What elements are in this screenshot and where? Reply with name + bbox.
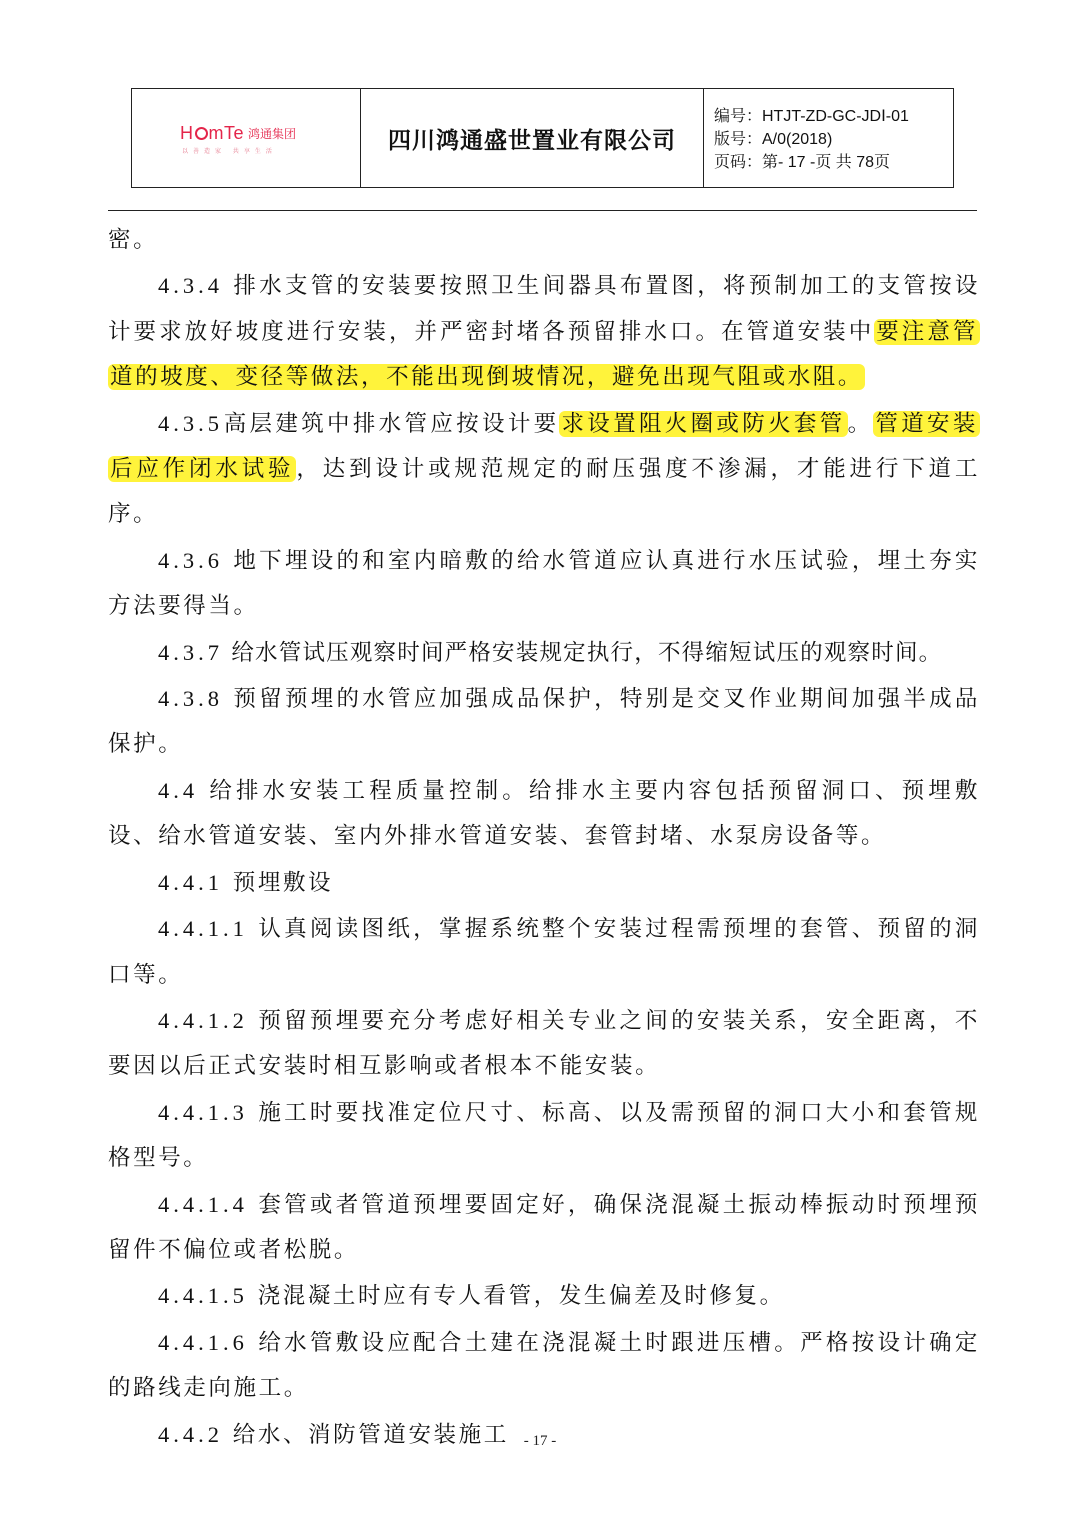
- company-cell: [361, 89, 704, 187]
- paragraph-text: 认真阅读图纸，掌握系统整个安装过程需预埋的套管、预留的洞口等。: [108, 916, 980, 988]
- document-header: [131, 88, 954, 188]
- paragraph-4-4-1: [108, 860, 980, 906]
- document-body: [108, 218, 980, 1458]
- section-number: 4.4.1.3: [158, 1099, 248, 1125]
- paragraph-4-3-4: [108, 263, 980, 400]
- paragraph-text: 给水管试压观察时间严格安装规定执行，不得缩短试压的观察时间。: [223, 639, 943, 666]
- logo-cell: [132, 89, 361, 187]
- paragraph-4-4-1-2: [108, 998, 980, 1090]
- page-number: - 17 -: [523, 1433, 557, 1449]
- paragraph-text: 地下埋设的和室内暗敷的给水管道应认真进行水压试验，埋土夯实方法要得当。: [108, 547, 980, 620]
- logo-brand-rest: mTe: [208, 123, 245, 143]
- paragraph-text: 给排水安装工程质量控制。给排水主要内容包括预留洞口、预埋敷设、给水管道安装、室内外排水管道安装、套管封堵、水泵房设备等。: [108, 777, 980, 850]
- logo-brand-h: H: [180, 123, 194, 143]
- section-number: 4.4.1.4: [158, 1191, 248, 1217]
- company-logo: [180, 123, 296, 144]
- section-number: 4.3.5: [158, 410, 223, 436]
- section-number: 4.3.4: [158, 273, 223, 299]
- paragraph-text: 高层建筑中排水管应按设计要: [223, 410, 560, 437]
- paragraph-4-4-1-3: [108, 1090, 980, 1182]
- section-number: 4.4.1: [158, 869, 223, 895]
- paragraph-continuation: [108, 218, 980, 263]
- paragraph-text: 排水支管的安装要按照卫生间器具布置图，将预制加工的支管按设计要求放好坡度进行安装，并严密封堵各预留排水口。在管道安装中: [108, 273, 980, 345]
- logo-slogan: 以善造家 共享生活: [182, 148, 277, 155]
- section-number: 4.4.1.6: [158, 1329, 248, 1355]
- logo-chinese-name: 鸿通集团: [248, 127, 297, 141]
- paragraph-text: 。: [847, 410, 874, 437]
- paragraph-text: 密。: [108, 227, 159, 253]
- paragraph-4-4-1-1: [108, 906, 980, 998]
- header-divider: [108, 210, 977, 211]
- paragraph-text: 套管或者管道预埋要固定好，确保浇混凝土振动棒振动时预埋预留件不偏位或者松脱。: [108, 1191, 980, 1263]
- paragraph-4-4-1-6: [108, 1320, 980, 1412]
- section-number: 4.3.7: [158, 639, 223, 665]
- paragraph-text: ，达到设计或规范规定的耐压强度不渗漏，才能进行下道工序。: [108, 456, 980, 528]
- section-number: 4.4.1.2: [158, 1007, 248, 1033]
- page-info: 页码：第- 17 -页 共 78页: [714, 154, 891, 171]
- paragraph-4-3-7: [108, 630, 980, 676]
- logo-heart-icon: [195, 127, 208, 140]
- highlighted-text: 管道安装后应作闭水试验: [110, 410, 978, 483]
- paragraph-text: 预留预埋要充分考虑好相关专业之间的安装关系，安全距离，不要因以后正式安装时相互影响或者根本不能安装。: [108, 1007, 980, 1080]
- section-number: 4.4.1.1: [158, 916, 248, 942]
- paragraph-4-4: [108, 768, 980, 860]
- paragraph-4-4-1-5: [108, 1273, 980, 1319]
- section-number: 4.3.8: [158, 686, 223, 712]
- paragraph-4-3-5: [108, 401, 980, 538]
- paragraph-4-3-8: [108, 676, 980, 768]
- doc-version: 版号：A/0(2018): [714, 131, 833, 148]
- paragraph-text: 施工时要找准定位尺寸、标高、以及需预留的洞口大小和套管规格型号。: [108, 1099, 980, 1172]
- doc-meta-cell: [704, 89, 953, 187]
- paragraph-text: 预埋敷设: [223, 869, 334, 896]
- doc-number: 编号：HTJT-ZD-GC-JDⅠ-01: [714, 108, 909, 125]
- paragraph-4-3-6: [108, 538, 980, 630]
- section-number: 4.3.6: [158, 547, 223, 573]
- highlighted-text: 要注意管道的坡度、变径等做法，不能出现倒坡情况，避免出现气阻或水阻。: [110, 318, 978, 391]
- paragraph-text: 给水、消防管道安装施工: [223, 1421, 509, 1448]
- highlighted-text: 求设置阻火圈或防火套管: [561, 410, 846, 437]
- paragraph-text: 浇混凝土时应有专人看管，发生偏差及时修复。: [247, 1283, 785, 1310]
- paragraph-text: 预留预埋的水管应加强成品保护，特别是交叉作业期间加强半成品保护。: [108, 686, 980, 758]
- section-number: 4.4.1.5: [158, 1283, 248, 1309]
- paragraph-text: 给水管敷设应配合土建在浇混凝土时跟进压槽。严格按设计确定的路线走向施工。: [108, 1329, 980, 1402]
- paragraph-4-4-1-4: [108, 1182, 980, 1274]
- section-number: 4.4: [158, 777, 199, 803]
- section-number: 4.4.2: [158, 1421, 223, 1447]
- company-name: 四川鸿通盛世置业有限公司: [388, 127, 676, 154]
